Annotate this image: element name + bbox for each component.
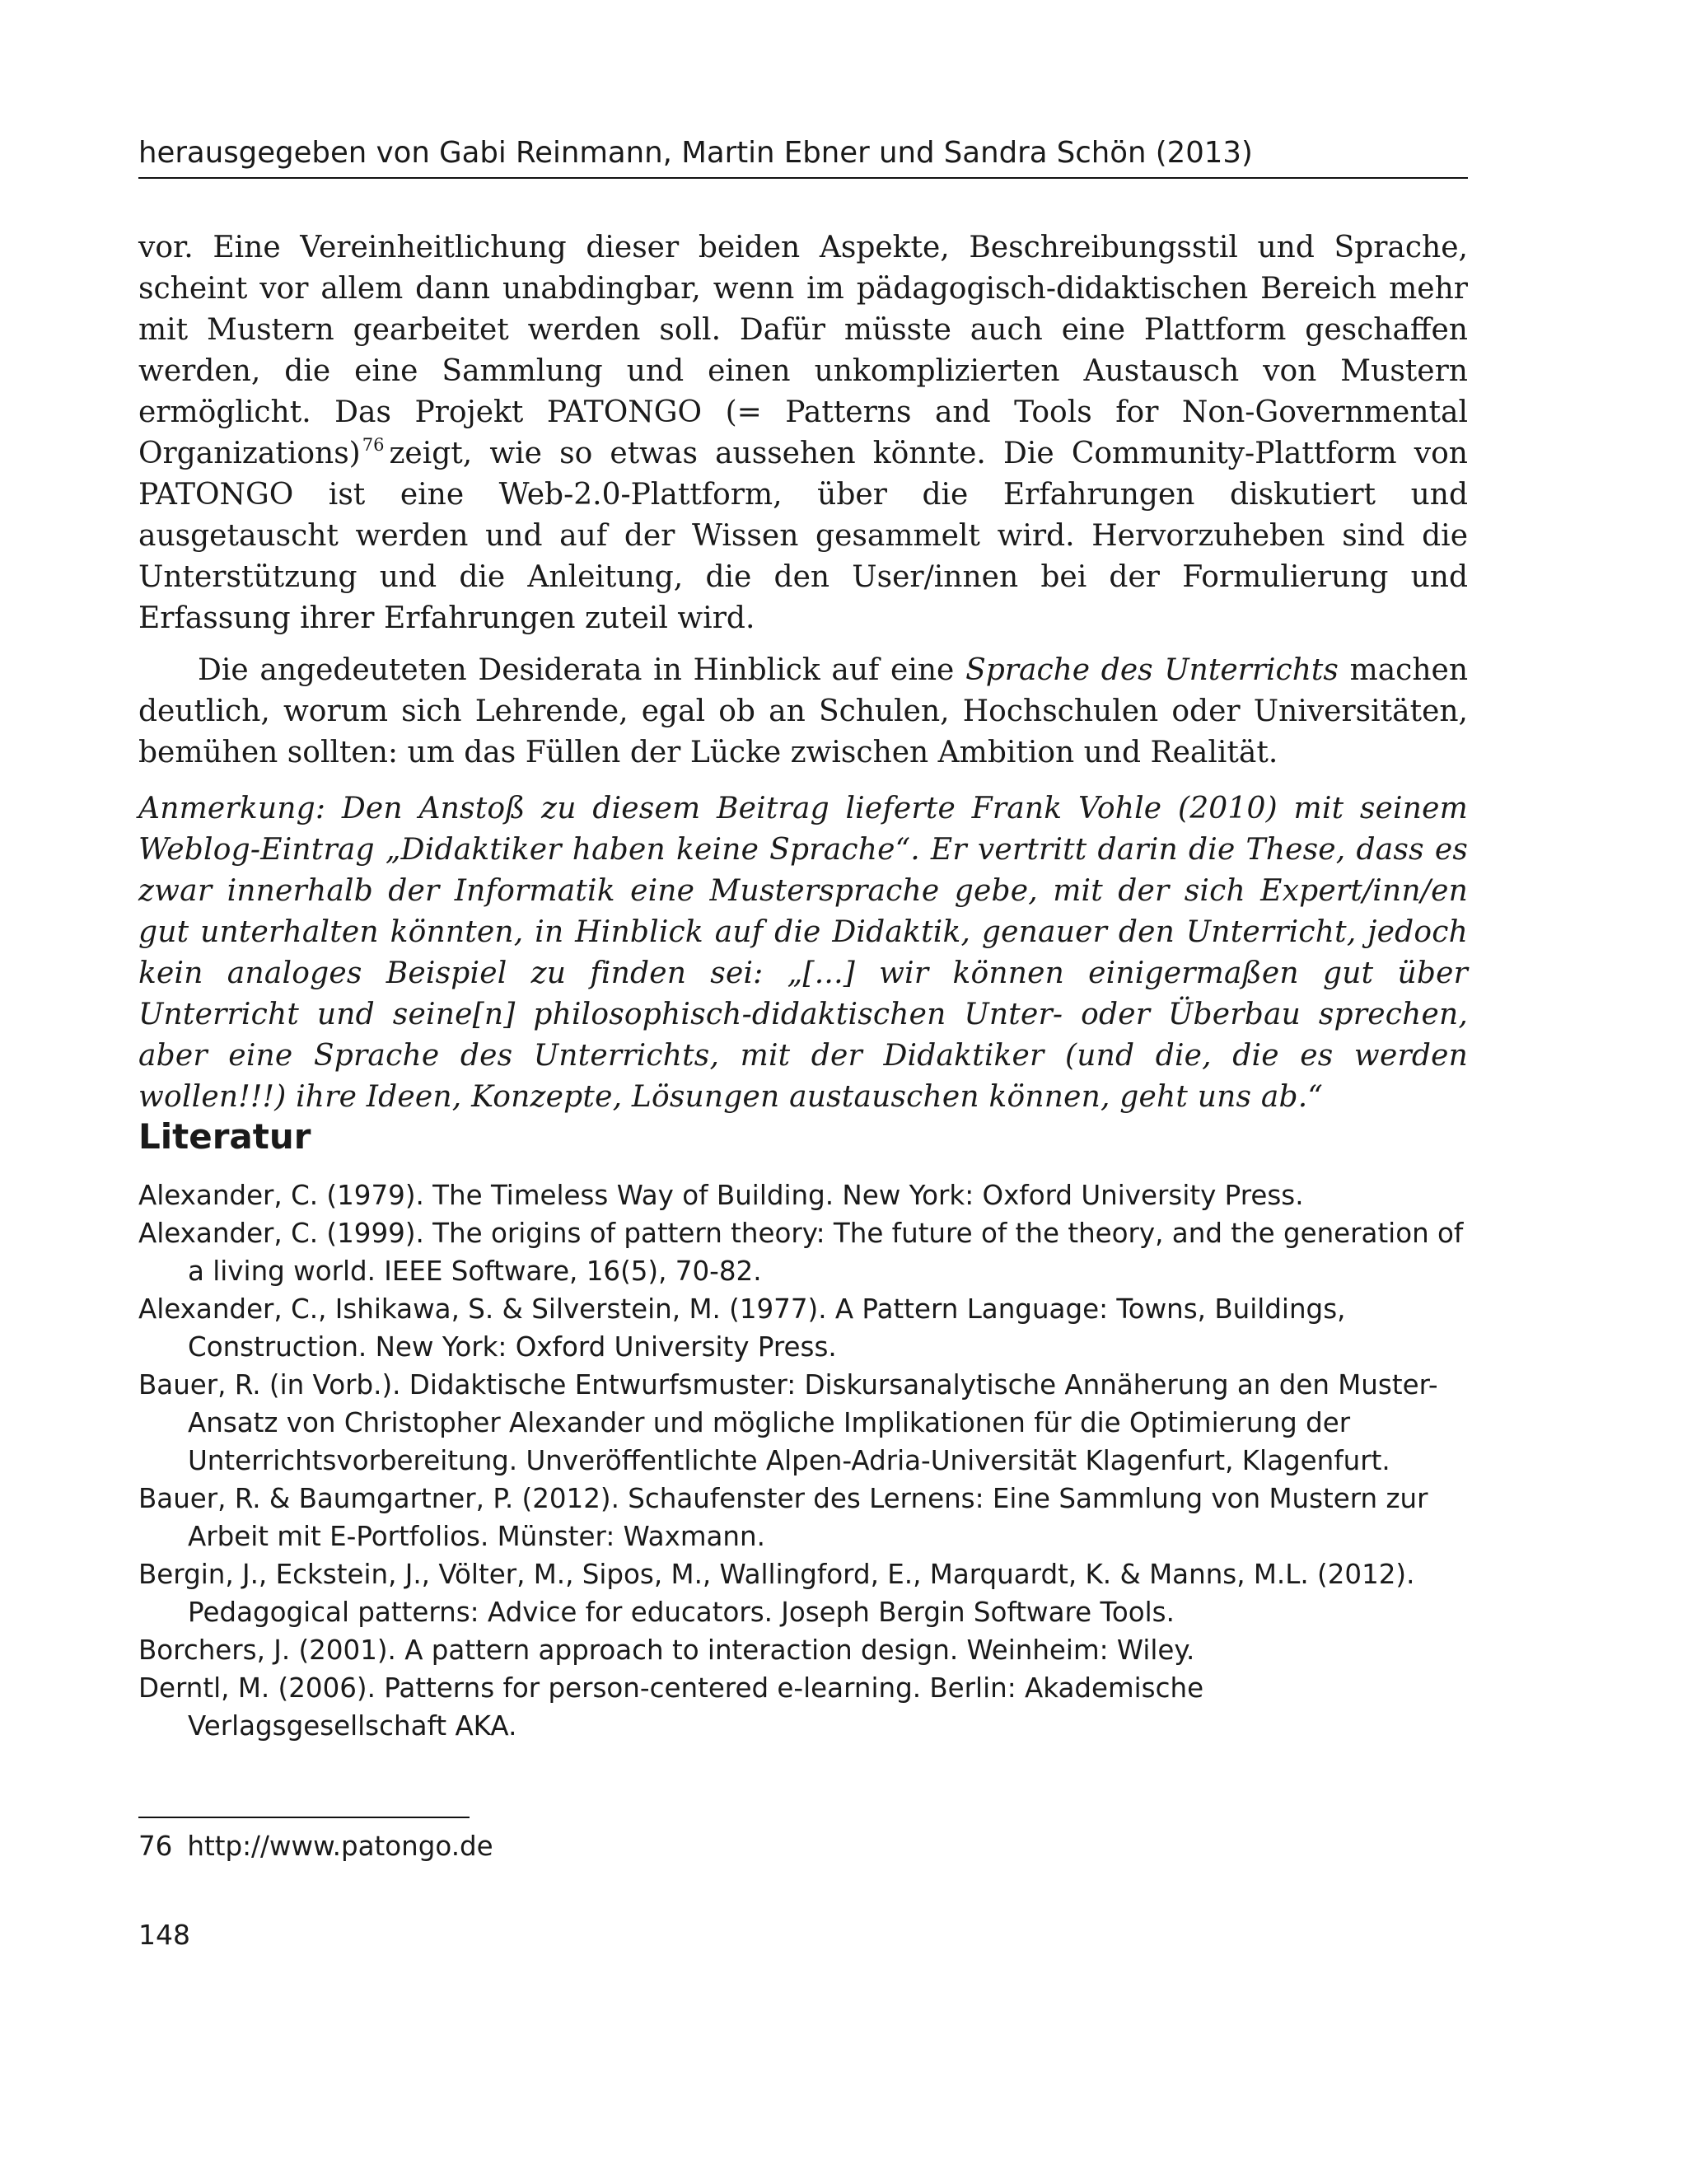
annotation-note: Anmerkung: Den Anstoß zu diesem Beitrag lieferte Frank Vohle (2010) mit seinem Weblog-Eintrag „Didaktiker haben keine Sprache“. Er vertritt darin die These, dass es zwar innerhalb der Informatik eine Mustersprache gebe, mit der sich Expert/inn/en gut unterhalten könnten, in Hinblick auf die Didaktik, genauer den Unterricht, jedoch kein analoges Beispiel zu finden sei: „[...] wir können einigermaßen gut über Unterricht und seine[n] philosophisch-didaktischen Unter- oder Überbau sprechen, aber eine Sprache des Unterrichts, mit der Didaktiker (und die, die es werden wollen!!!) ihre Ideen, Konzepte, Lösungen austauschen können, geht uns ab.“ — [138, 792, 1468, 1114]
footnote — [138, 1827, 493, 1865]
paragraph-1 — [138, 227, 1468, 639]
reference-item: Bauer, R. (in Vorb.). Didaktische Entwurfsmuster: Diskursanalytische Annäherung an den Muster-Ansatz von Christopher Alexander und mögliche Implikationen für die Optimierung der Unterrichtsvorbereitung. Unveröffentlichte Alpen-Adria-Universität Klagenfurt, Klagenfurt. — [138, 1369, 1438, 1476]
reference-item: Bauer, R. & Baumgartner, P. (2012). Schaufenster des Lernens: Eine Sammlung von Mustern zur Arbeit mit E-Portfolios. Münster: Waxmann. — [138, 1483, 1428, 1552]
reference-item: Alexander, C. (1979). The Timeless Way of Building. New York: Oxford University Press. — [138, 1180, 1304, 1211]
paragraph-1-text-b: zeigt, wie so etwas aussehen könnte. Die Community-Plattform von PATONGO ist eine Web-2.0-Plattform, über die Erfahrungen diskutiert und ausgetauscht werden und auf der Wissen gesammelt wird. Hervorzuheben sind die Unterstützung und die Anleitung, die den User/innen bei der Formulierung und Erfassung ihrer Erfahrungen zuteil wird. — [138, 437, 1468, 635]
page-number: 148 — [138, 1919, 190, 1951]
reference-item: Derntl, M. (2006). Patterns for person-centered e-learning. Berlin: Akademische Verlagsgesellschaft AKA. — [138, 1672, 1204, 1742]
main-body — [138, 227, 1468, 1118]
footnote-reference: 76 — [362, 435, 385, 455]
footnote-divider — [138, 1817, 470, 1818]
reference-item: Bergin, J., Eckstein, J., Völter, M., Sipos, M., Wallingford, E., Marquardt, K. & Manns, M.L. (2012). Pedagogical patterns: Advice for educators. Joseph Bergin Software Tools. — [138, 1559, 1415, 1628]
footnote-number: 76 — [138, 1831, 173, 1862]
running-header: herausgegeben von Gabi Reinmann, Martin Ebner und Sandra Schön (2013) — [138, 134, 1468, 179]
paragraph-2-text-b: machen deutlich, worum sich Lehrende, egal ob an Schulen, Hochschulen oder Universitäten, bemühen sollten: um das Füllen der Lücke zwischen Ambition und Realität. — [138, 653, 1468, 769]
paragraph-2 — [138, 650, 1468, 774]
footnote-link[interactable]: http://www.patongo.de — [187, 1831, 493, 1862]
reference-item: Alexander, C. (1999). The origins of pattern theory: The future of the theory, and the generation of a living world. IEEE Software, 16(5), 70-82. — [138, 1218, 1464, 1287]
paragraph-2-emphasis: Sprache des Unterrichts — [965, 653, 1339, 687]
literature-heading: Literatur — [138, 1116, 311, 1157]
reference-item: Borchers, J. (2001). A pattern approach to interaction design. Weinheim: Wiley. — [138, 1634, 1195, 1666]
reference-item: Alexander, C., Ishikawa, S. & Silverstein, M. (1977). A Pattern Language: Towns, Buildings, Construction. New York: Oxford University Press. — [138, 1293, 1346, 1363]
reference-list — [138, 1176, 1468, 1745]
paragraph-1-text-a: vor. Eine Vereinheitlichung dieser beiden Aspekte, Beschreibungsstil und Sprache, scheint vor allem dann unabdingbar, wenn im pädagogisch-didaktischen Bereich mehr mit Mustern gearbeitet werden soll. Dafür müsste auch eine Plattform geschaffen werden, die eine Sammlung und einen unkomplizierten Austausch von Mustern ermöglicht. Das Projekt PATONGO (= Patterns and Tools for Non-Governmental Organizations) — [138, 231, 1468, 470]
paragraph-2-text-a: Die angedeuteten Desiderata in Hinblick auf eine — [198, 653, 955, 687]
